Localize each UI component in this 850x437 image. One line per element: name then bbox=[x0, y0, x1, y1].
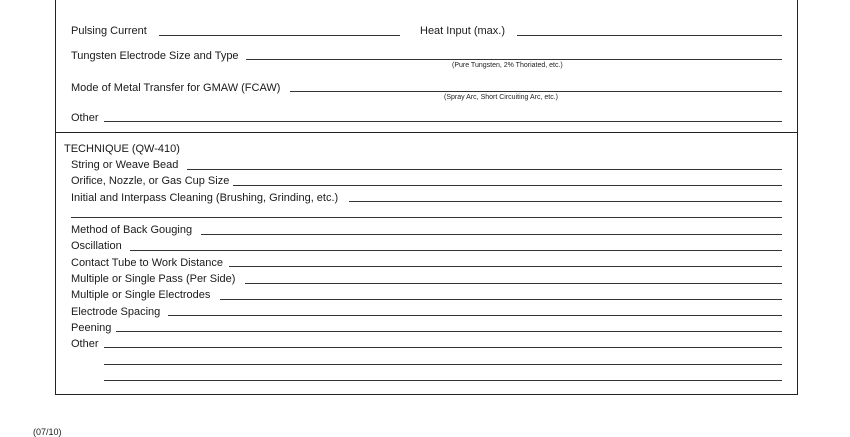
section-divider bbox=[55, 132, 798, 133]
mode-transfer-field[interactable] bbox=[290, 91, 782, 92]
string-weave-label: String or Weave Bead bbox=[71, 159, 179, 171]
peening-field[interactable] bbox=[116, 331, 782, 332]
cleaning-field-line-2[interactable] bbox=[71, 217, 782, 218]
pass-label: Multiple or Single Pass (Per Side) bbox=[71, 273, 236, 285]
mode-hint: (Spray Arc, Short Circuiting Arc, etc.) bbox=[444, 94, 558, 101]
cleaning-label: Initial and Interpass Cleaning (Brushing, Grinding, etc.) bbox=[71, 192, 339, 204]
electrode-spacing-label: Electrode Spacing bbox=[71, 306, 161, 318]
back-gouging-label: Method of Back Gouging bbox=[71, 224, 193, 236]
tungsten-electrode-field[interactable] bbox=[246, 59, 782, 60]
other-label-technique: Other bbox=[71, 338, 99, 350]
other-field-technique-line-2[interactable] bbox=[104, 364, 782, 365]
mode-transfer-label: Mode of Metal Transfer for GMAW (FCAW) bbox=[71, 82, 281, 94]
orifice-label: Orifice, Nozzle, or Gas Cup Size bbox=[71, 175, 230, 187]
peening-label: Peening bbox=[71, 322, 112, 334]
other-field-technique[interactable] bbox=[104, 347, 782, 348]
electrode-spacing-field[interactable] bbox=[168, 315, 782, 316]
oscillation-label: Oscillation bbox=[71, 240, 122, 252]
string-weave-field[interactable] bbox=[187, 169, 782, 170]
other-field-technique-line-3[interactable] bbox=[104, 380, 782, 381]
heat-input-field[interactable] bbox=[517, 35, 782, 36]
back-gouging-field[interactable] bbox=[201, 234, 782, 235]
pulsing-current-label: Pulsing Current bbox=[71, 25, 147, 37]
technique-heading: TECHNIQUE (QW-410) bbox=[64, 143, 180, 155]
electrodes-label: Multiple or Single Electrodes bbox=[71, 289, 211, 301]
other-label-top: Other bbox=[71, 112, 99, 124]
other-field-top[interactable] bbox=[104, 121, 782, 122]
pulsing-current-field[interactable] bbox=[159, 35, 400, 36]
contact-tube-field[interactable] bbox=[229, 266, 782, 267]
cleaning-field[interactable] bbox=[349, 201, 782, 202]
tungsten-hint: (Pure Tungsten, 2% Thoriated, etc.) bbox=[452, 62, 563, 69]
orifice-field[interactable] bbox=[233, 185, 782, 186]
revision-date: (07/10) bbox=[33, 427, 62, 437]
heat-input-label: Heat Input (max.) bbox=[420, 25, 505, 37]
tungsten-electrode-label: Tungsten Electrode Size and Type bbox=[71, 50, 239, 62]
oscillation-field[interactable] bbox=[130, 250, 782, 251]
contact-tube-label: Contact Tube to Work Distance bbox=[71, 257, 224, 269]
pass-field[interactable] bbox=[245, 283, 782, 284]
electrodes-field[interactable] bbox=[220, 299, 782, 300]
